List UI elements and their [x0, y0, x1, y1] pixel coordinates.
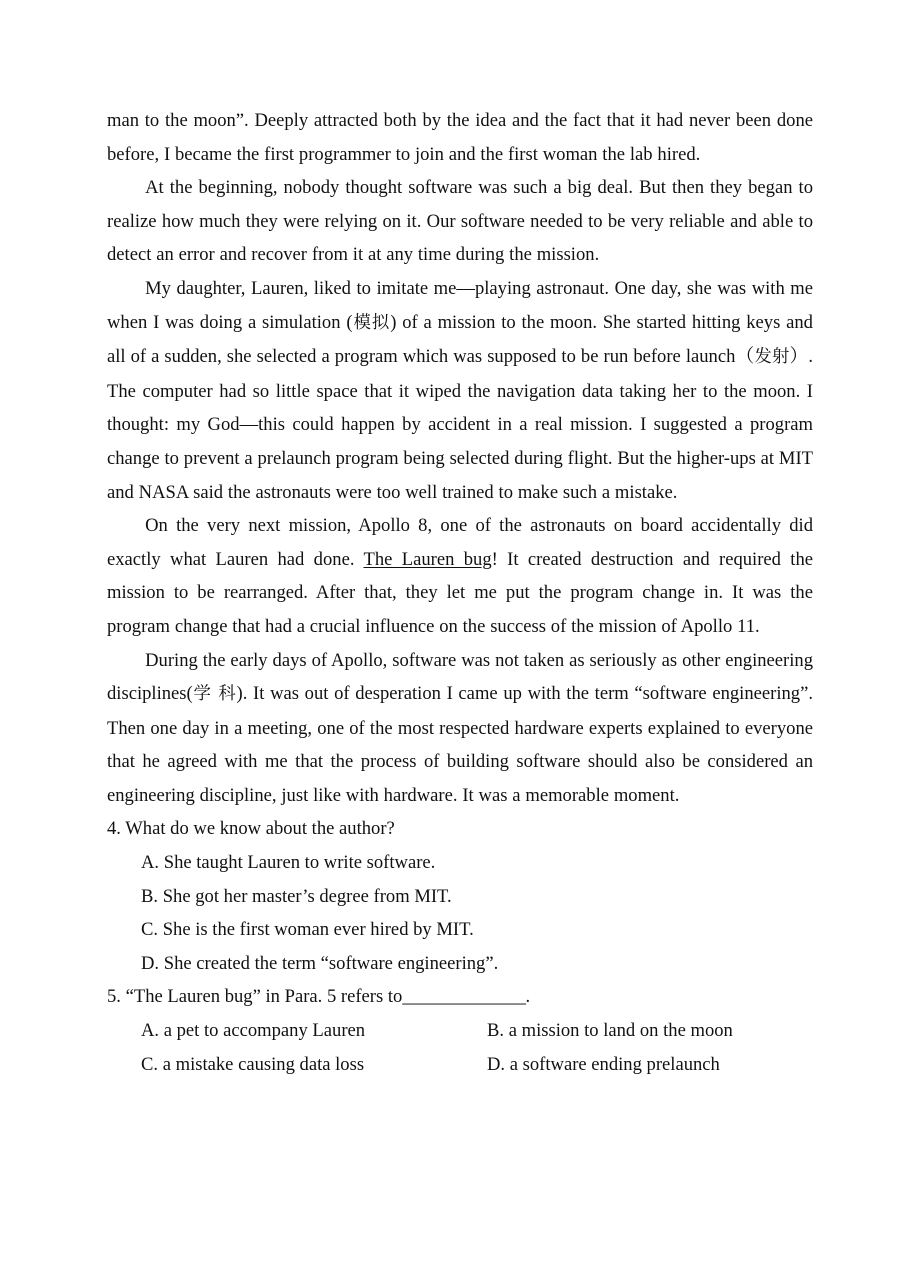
- underlined-phrase-lauren-bug: The Lauren bug: [363, 548, 492, 570]
- question-5-options-row-2: [107, 1048, 813, 1082]
- paragraph-text: man to the moon”. Deeply attracted both by the idea and the fact that it had never been done before, I became the first programmer to join and the first woman the lab hired.: [107, 110, 813, 165]
- passage-paragraph-1: [107, 104, 813, 171]
- question-5-options-row-1: [107, 1014, 813, 1048]
- chinese-gloss-simulation: 模拟: [352, 312, 391, 333]
- passage-paragraph-2: [107, 171, 813, 272]
- question-4-option-a[interactable]: A. She taught Lauren to write software.: [141, 852, 436, 874]
- paragraph-text-segment: ）. The computer had so little space that it wiped the navigation data taking her to the moon. I thought: my God—this could happen by accident in a real mission. I suggested a program change to prevent a prelaunch program being selected during flight. But the higher-ups at MIT and NASA said the astronauts were too well trained to make such a mistake.: [107, 346, 813, 503]
- paragraph-text-segment: During the early days of Apollo, software was not taken as seriously as other engineering disciplines(: [107, 649, 813, 705]
- question-5-option-c[interactable]: C. a mistake causing data loss: [141, 1053, 365, 1075]
- question-4-stem: 4. What do we know about the author?: [107, 818, 395, 840]
- paragraph-text-segment: On the very next mission, Apollo 8, one of the astronauts on board accidentally did exactly what Lauren had done.: [107, 515, 813, 570]
- page-content: [107, 104, 813, 1081]
- question-5-stem-text: 5. “The Lauren bug” in Para. 5 refers to: [107, 986, 403, 1008]
- question-5-stem-period: .: [525, 986, 531, 1008]
- question-4-option-b[interactable]: B. She got her master’s degree from MIT.: [141, 885, 452, 907]
- paragraph-text-segment: ). It was out of desperation I came up with the term “software engineering”. Then one day in a meeting, one of the most respected hardware experts explained to everyone that he agreed with me that the process of building software should also be considered an engineering discipline, just like with hardware. It was a memorable moment.: [107, 683, 813, 806]
- chinese-gloss-launch: 发射: [754, 347, 790, 368]
- passage-paragraph-5: [107, 644, 813, 813]
- paragraph-text-segment: ! It created destruction and required the mission to be rearranged. After that, they let me put the program change in. It was the program change that had a crucial influence on the success of the mission of Apollo 11.: [107, 548, 814, 637]
- question-5-stem: [107, 980, 813, 1014]
- question-5-option-d[interactable]: D. a software ending prelaunch: [487, 1053, 720, 1075]
- question-5: [107, 980, 813, 1081]
- question-5-option-b[interactable]: B. a mission to land on the moon: [487, 1020, 733, 1042]
- paragraph-text: At the beginning, nobody thought software was such a big deal. But then they began to realize how much they were relying on it. Our software needed to be very reliable and able to detect an error and recover from it at any time during the mission.: [107, 177, 813, 266]
- chinese-gloss-discipline: 学 科: [192, 684, 237, 705]
- paragraph-text-segment: My daughter, Lauren, liked to imitate me—playing astronaut. One day, she was with me when I was doing a simulation (: [107, 277, 813, 333]
- answer-blank[interactable]: ______________: [402, 986, 526, 1008]
- question-4-option-c[interactable]: C. She is the first woman ever hired by MIT.: [141, 919, 474, 941]
- paragraph-text-segment: ) of a mission to the moon. She started hitting keys and all of a sudden, she selected a program which was supposed to be run before launch（: [107, 311, 813, 368]
- question-4-option-d[interactable]: D. She created the term “software engineering”.: [141, 952, 499, 974]
- passage-paragraph-3: [107, 272, 813, 509]
- question-4: [107, 812, 813, 980]
- question-5-option-a[interactable]: A. a pet to accompany Lauren: [141, 1020, 366, 1042]
- passage-paragraph-4: [107, 509, 813, 643]
